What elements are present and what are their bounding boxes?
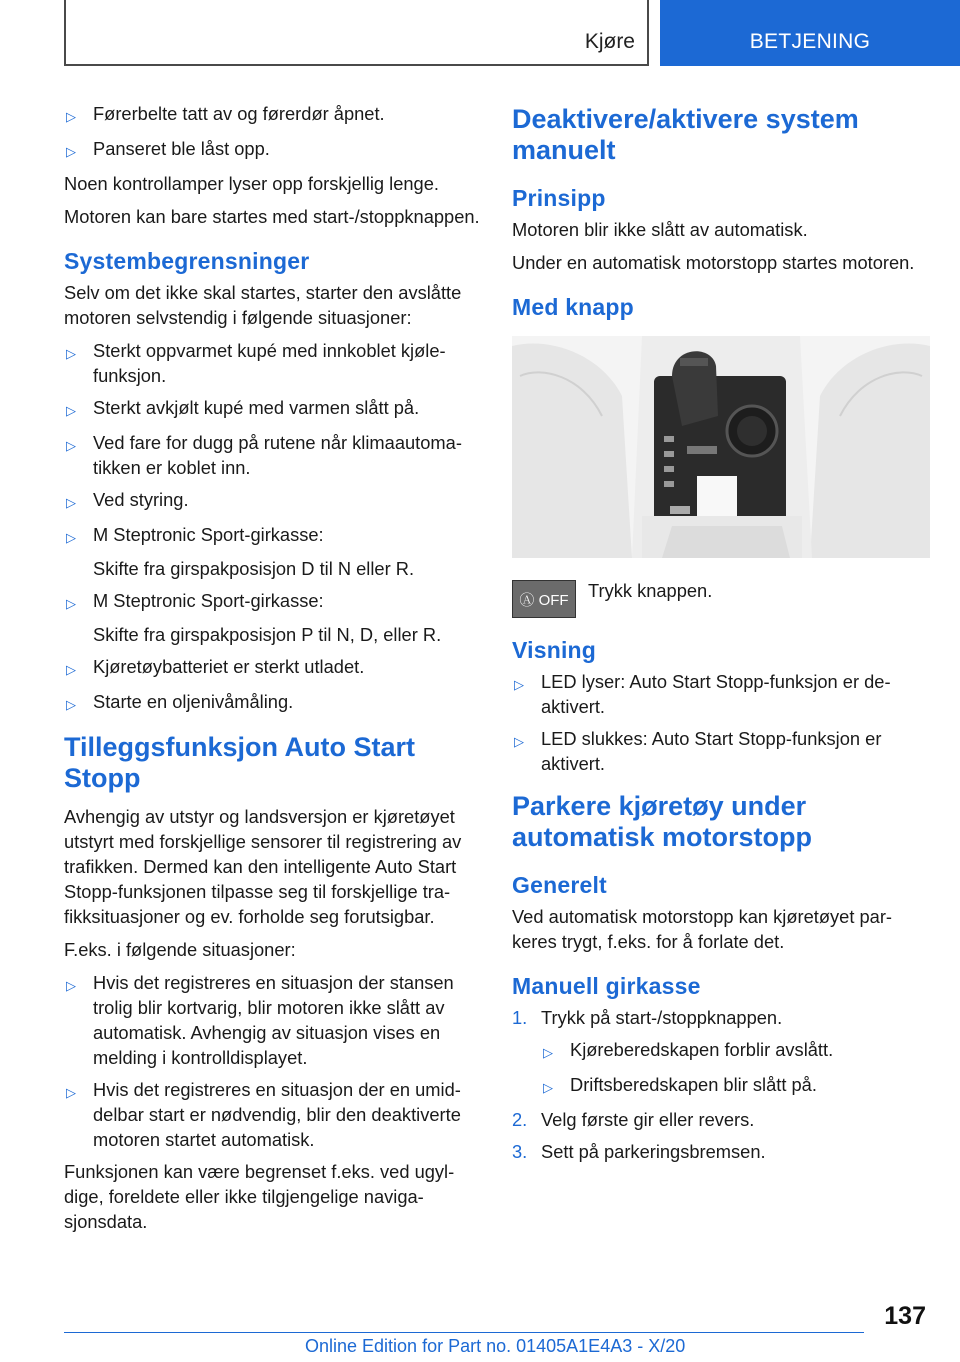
triangle-bullet-icon: ▷ [66,403,76,418]
list-item: ▷ Hvis det registreres en situasjon der stansen trolig blir kortvarig, blir motoren ikke slått av automatisk. Avhengig av situasjon vises en melding i kontrolldisplayet. [66,972,454,1068]
triangle-bullet-icon: ▷ [66,346,76,361]
list-item: ▷ Sterkt avkjølt kupé med varmen slått på. [64,395,480,423]
list-item: ▷ Driftsberedskapen blir slått på. [541,1072,930,1100]
heading-system-limits: Systembegrensninger [64,248,310,274]
triangle-bullet-icon: ▷ [66,1085,76,1100]
heading-park-vehicle: Parkere kjøretøy under automatisk motorstopp [512,791,813,852]
heading-with-button: Med knapp [512,294,634,320]
list-item: ▷ Panseret ble låst opp. [64,136,480,164]
header-chapter-title: BETJENING [749,30,871,53]
list-item: ▷ Kjøretøybatteriet er sterkt utladet. [64,654,480,682]
center-console-image [512,336,930,558]
header-section-box [64,0,649,66]
list-item: ▷ Ved styring. [64,487,480,515]
list-item: ▷ LED slukkes: Auto Start Stopp-funksjon er aktivert. [514,728,882,774]
paragraph: Ved automatisk motorstopp kan kjøretøyet parkeres trygt, f.eks. for å forlate det. [512,906,893,952]
triangle-bullet-icon: ▷ [543,1080,553,1095]
heading-principle: Prinsipp [512,185,606,211]
list-item: ▷ M Steptronic Sport-girkasse: Skifte fra girspakposisjon P til N, D, eller R. [66,590,442,645]
heading-general: Generelt [512,872,607,898]
footer-divider [64,1332,864,1333]
list-item: ▷ LED lyser: Auto Start Stopp-funksjon er deaktivert. [514,671,891,717]
heading-manual-gearbox: Manuell girkasse [512,973,701,999]
paragraph: F.eks. i følgende situasjoner: [64,939,296,960]
paragraph: Noen kontrollamper lyser opp forskjellig lenge. [64,173,439,194]
triangle-bullet-icon: ▷ [514,734,524,749]
heading-extra-function: Tilleggsfunksjon Auto Start Stopp [64,732,416,793]
paragraph: Motoren blir ikke slått av automatisk. [512,219,808,240]
footer-edition: Online Edition for Part no. 01405A1E4A3 - X/20 [305,1336,686,1356]
list-item: 2. Velg første gir eller revers. [512,1109,755,1130]
triangle-bullet-icon: ▷ [66,697,76,712]
triangle-bullet-icon: ▷ [66,978,76,993]
list-item: ▷ M Steptronic Sport-girkasse: Skifte fra girspakposisjon D til N eller R. [66,524,415,579]
button-instruction: Ⓐ OFF Trykk knappen. [512,578,930,618]
triangle-bullet-icon: ▷ [66,596,76,611]
triangle-bullet-icon: ▷ [514,677,524,692]
triangle-bullet-icon: ▷ [66,662,76,677]
header-chapter-tab[interactable] [660,0,960,66]
right-column [512,98,930,1171]
left-column [64,98,480,1242]
triangle-bullet-icon: ▷ [66,109,76,124]
paragraph: Selv om det ikke skal startes, starter den avslåtte motoren selvstendig i følgende situasjoner: [64,282,462,328]
triangle-bullet-icon: ▷ [66,495,76,510]
paragraph: Motoren kan bare startes med start-/stoppknappen. [64,206,480,227]
page-number: 137 [884,1302,926,1330]
list-item: ▷ Førerbelte tatt av og førerdør åpnet. [64,101,480,129]
center-console-illustration [512,336,930,558]
auto-start-stop-off-icon: Ⓐ OFF [512,580,576,618]
list-item: ▷ Ved fare for dugg på rutene når klimaautomatikken er koblet inn. [66,432,462,478]
heading-display: Visning [512,637,597,663]
triangle-bullet-icon: ▷ [543,1045,553,1060]
list-item: ▷ Kjøreberedskapen forblir avslått. [541,1037,930,1065]
list-item: 3. Sett på parkeringsbremsen. [512,1141,766,1162]
list-item: 1. Trykk på start-/stoppknappen. [512,1007,783,1028]
heading-deactivate-system: Deaktivere/aktivere system manuelt [512,104,859,165]
header-section-title: Kjøre [584,30,635,53]
triangle-bullet-icon: ▷ [66,530,76,545]
paragraph: Under en automatisk motorstopp startes motoren. [512,252,915,273]
list-item: ▷ Starte en oljenivåmåling. [64,689,480,717]
paragraph: Avhengig av utstyr og landsversjon er kjøretøyet utstyrt med forskjellige sensorer til registrering av trafikken. Dermed kan den intelligente Auto Start Stopp-funksjonen tilpasse seg til forskjellige trafikksituasjoner og ev. forholde seg forutsigbar. [64,806,462,927]
list-item: ▷ Hvis det registreres en situasjon der en umiddelbar start er nødvendig, blir den deaktiverte motoren startet automatisk. [66,1079,461,1150]
triangle-bullet-icon: ▷ [66,438,76,453]
list-item: ▷ Sterkt oppvarmet kupé med innkoblet kjølefunksjon. [66,340,446,386]
paragraph: Funksjonen kan være begrenset f.eks. ved ugyldige, foreldete eller ikke tilgjengelige navigasjonsdata. [64,1161,455,1232]
triangle-bullet-icon: ▷ [66,144,76,159]
